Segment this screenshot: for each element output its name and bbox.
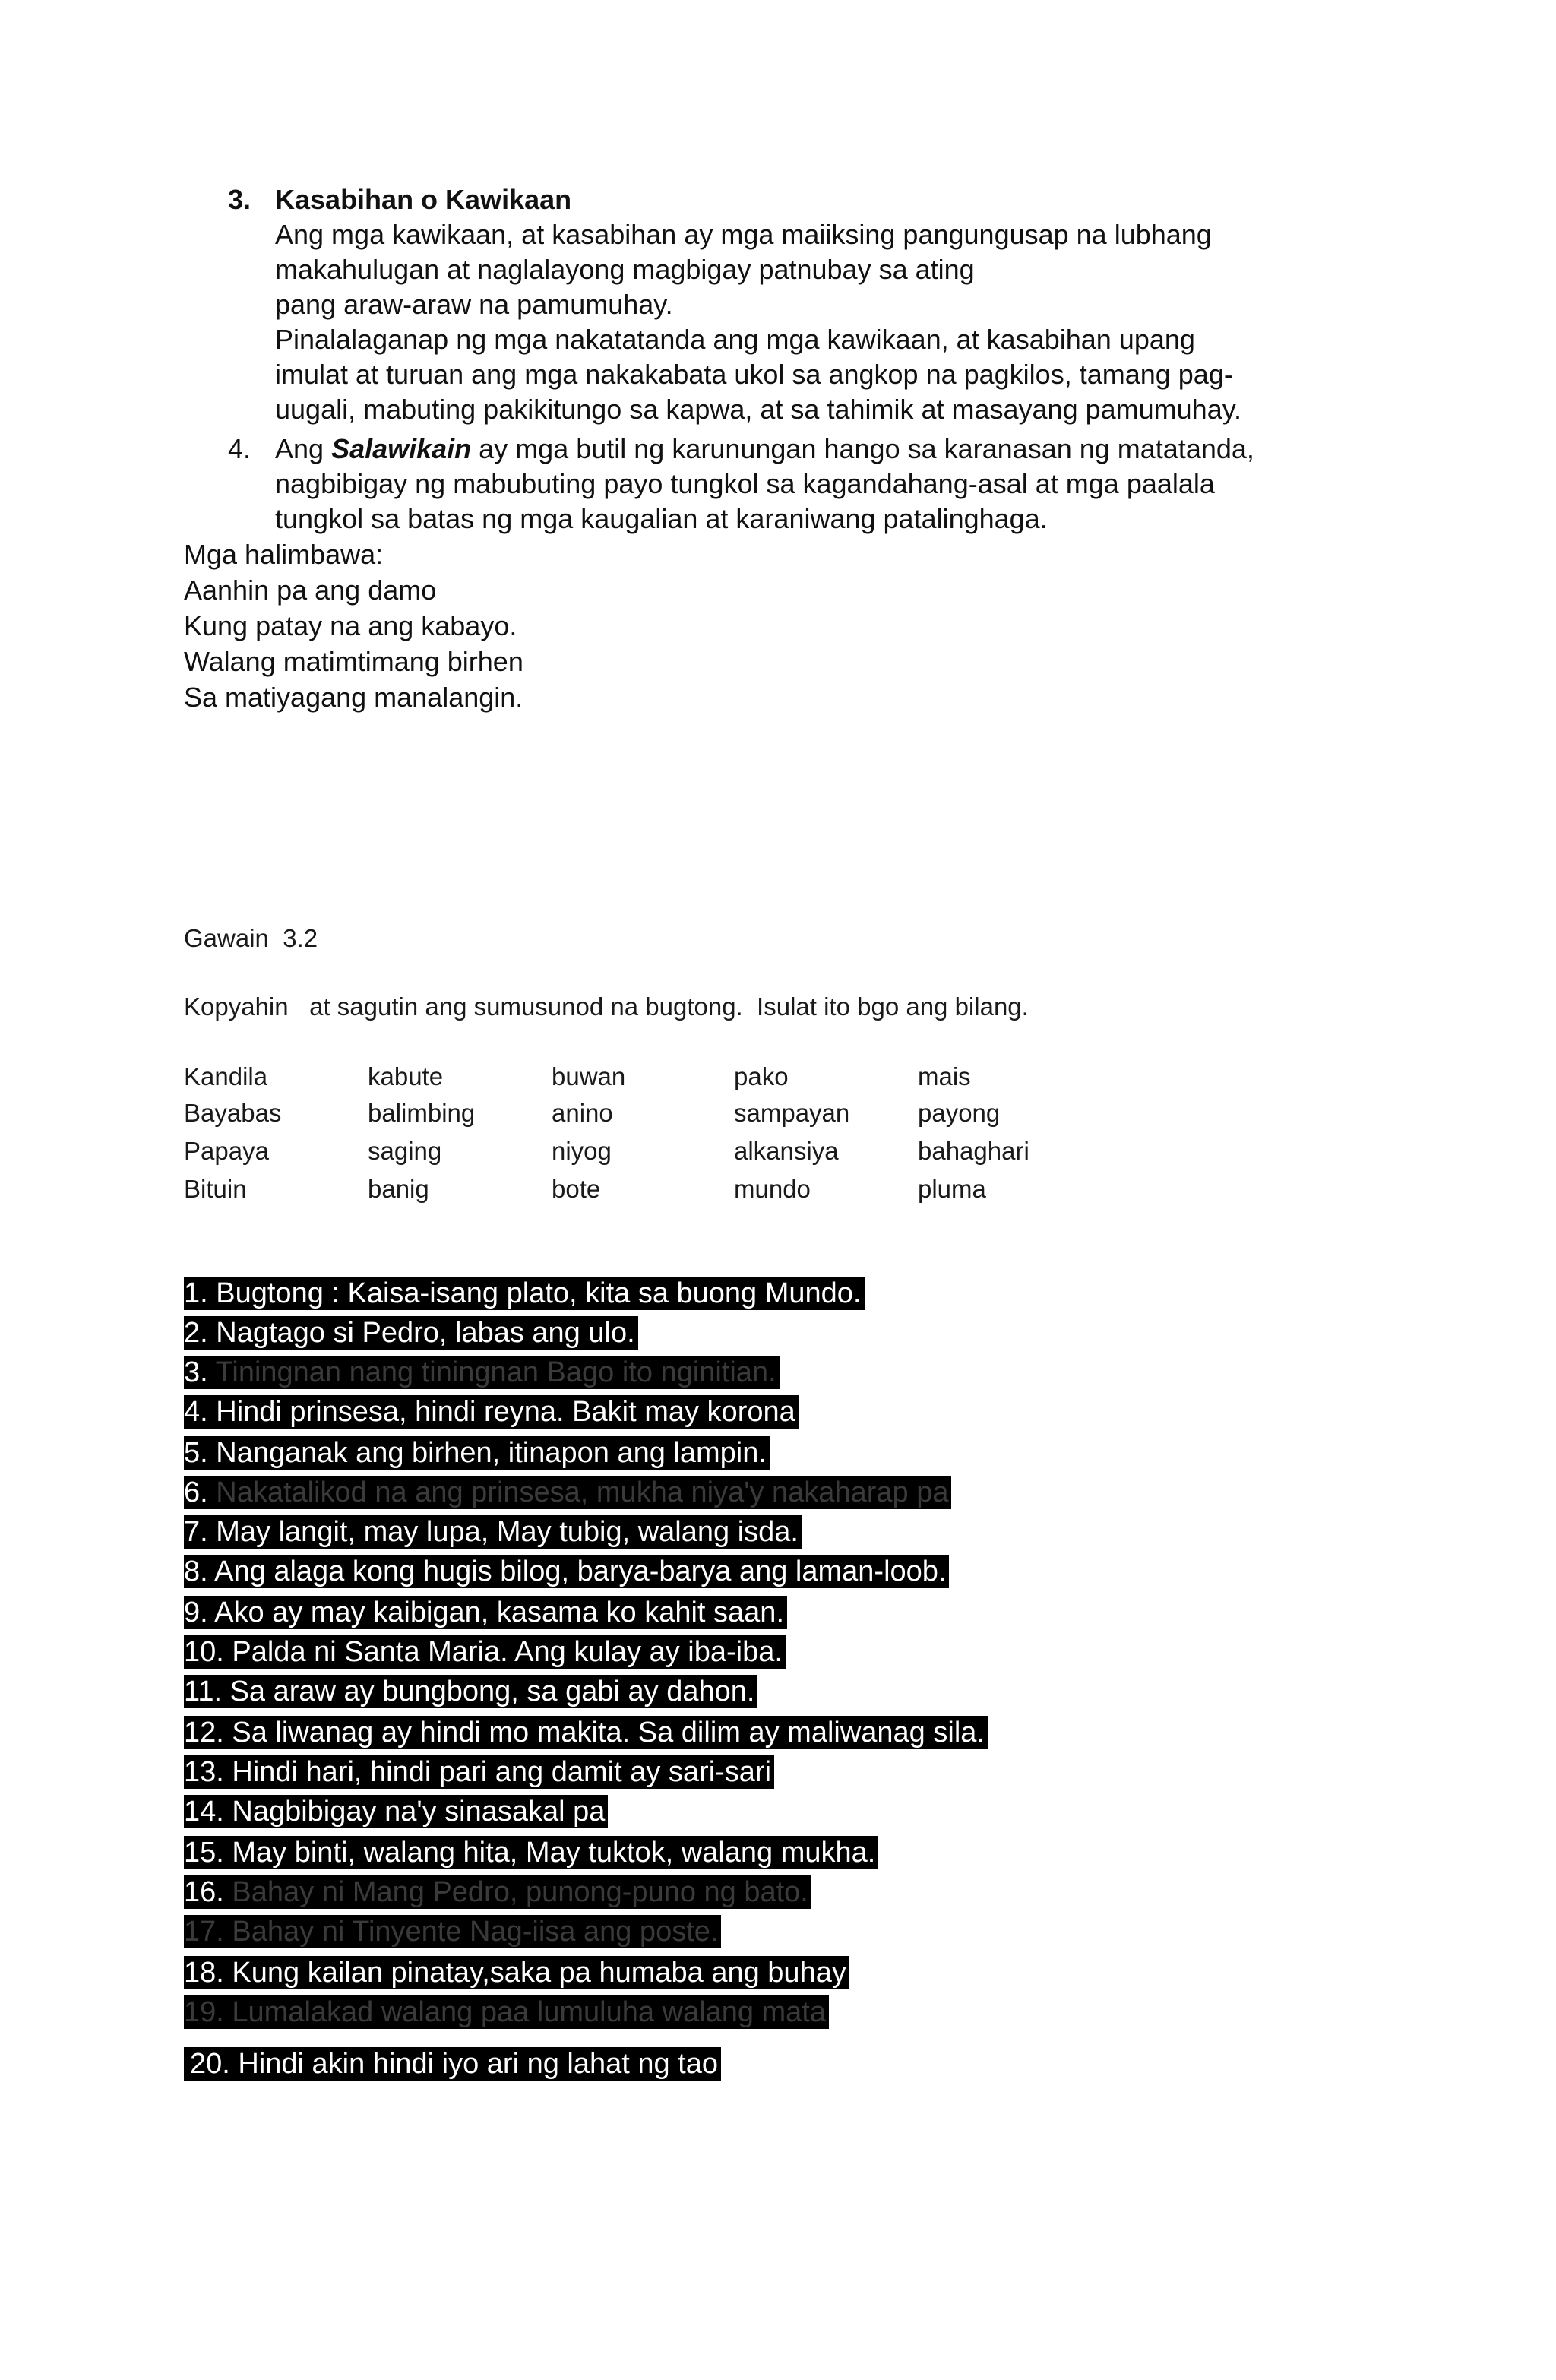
word-cell: saging [368, 1137, 442, 1165]
section-4-line: nagbibigay ng mabubuting payo tungkol sa kagandahang-asal at mga paalala [275, 468, 1215, 499]
section-3-number: 3. [228, 184, 251, 215]
examples-heading: Mga halimbawa: [184, 539, 384, 570]
riddle-item [184, 1755, 774, 1789]
riddle-number: 5. [184, 1437, 208, 1469]
riddle-text: Kung kailan pinatay,saka pa humaba ang buhay [223, 1957, 846, 1989]
section-3-title: Kasabihan o Kawikaan [275, 184, 572, 215]
salawikain-keyword: Salawikain [331, 433, 472, 464]
riddle-number: 1. [184, 1277, 208, 1309]
section-3-line: Pinalalaganap ng mga nakatatanda ang mga kawikaan, at kasabihan upang [275, 324, 1195, 355]
riddle-item [184, 1956, 849, 1989]
section-4-line: tungkol sa batas ng mga kaugalian at karaniwang patalinghaga. [275, 503, 1048, 534]
word-cell: payong [918, 1099, 1001, 1127]
riddle-number: 11. [184, 1676, 223, 1707]
riddle-number: 18. [184, 1957, 224, 1989]
riddle-text: Tiningnan nang tiningnan Bago ito nginitian. [207, 1356, 776, 1388]
riddle-number: 8. [184, 1556, 208, 1587]
word-cell: bote [552, 1175, 601, 1203]
riddle-text: Hindi akin hindi iyo ari ng lahat ng tao [229, 2048, 719, 2080]
word-cell: Papaya [184, 1137, 269, 1165]
riddle-number: 6. [184, 1476, 208, 1508]
riddle-text: Hindi hari, hindi pari ang damit ay sari-sari [223, 1756, 772, 1788]
riddle-item [184, 1515, 802, 1549]
riddle-text: Lumalakad walang paa lumuluha walang mata [223, 1996, 827, 2028]
riddle-text: May langit, may lupa, May tubig, walang isda. [207, 1516, 799, 1548]
word-cell: balimbing [368, 1099, 476, 1127]
riddle-text: Sa liwanag ay hindi mo makita. Sa dilim ay maliwanag sila. [223, 1717, 985, 1749]
riddle-item [184, 1436, 770, 1470]
riddle-number: 12. [184, 1717, 224, 1749]
section-3 [275, 182, 1241, 427]
riddle-text: Bugtong : Kaisa-isang plato, kita sa buong Mundo. [207, 1277, 862, 1309]
example-line: Sa matiyagang manalangin. [184, 682, 523, 713]
riddle-number: 10. [184, 1636, 224, 1668]
word-cell: mais [918, 1062, 971, 1090]
riddle-item [184, 1995, 829, 2029]
riddle-text: Nakatalikod na ang prinsesa, mukha niya'y nakaharap pa [207, 1476, 949, 1508]
riddle-item [184, 1316, 638, 1350]
riddle-text: Ako ay may kaibigan, kasama ko kahit saan. [207, 1597, 784, 1628]
riddle-number: 2. [184, 1317, 208, 1349]
riddle-number: 14. [184, 1796, 224, 1828]
activity-title: Gawain 3.2 [184, 924, 318, 952]
riddle-item [184, 1795, 608, 1828]
word-cell: pluma [918, 1175, 986, 1203]
word-cell: niyog [552, 1137, 612, 1165]
riddle-item [184, 1356, 780, 1389]
riddle-number: 7. [184, 1516, 208, 1548]
example-line: Aanhin pa ang damo [184, 574, 437, 606]
riddle-item [184, 1596, 787, 1629]
riddle-text: Bahay ni Mang Pedro, punong-puno ng bato. [223, 1876, 808, 1908]
word-cell: Bayabas [184, 1099, 282, 1127]
activity-instruction: Kopyahin at sagutin ang sumusunod na bugtong. Isulat ito bgo ang bilang. [184, 992, 1029, 1021]
word-cell: buwan [552, 1062, 626, 1090]
riddle-text: Nagtago si Pedro, labas ang ulo. [207, 1317, 635, 1349]
riddle-number: 17. [184, 1916, 224, 1948]
section-4 [275, 432, 1254, 536]
riddle-item [184, 1915, 721, 1948]
section-3-line: pang araw-araw na pamumuhay. [275, 289, 673, 320]
section-3-line: imulat at turuan ang mga nakakabata ukol sa angkop na pagkilos, tamang pag- [275, 359, 1233, 390]
word-cell: sampayan [734, 1099, 850, 1127]
riddle-text: Hindi prinsesa, hindi reyna. Bakit may korona [207, 1396, 795, 1428]
word-cell: kabute [368, 1062, 444, 1090]
riddle-text: Nanganak ang birhen, itinapon ang lampin. [207, 1437, 767, 1469]
section-4-line-rest: ay mga butil ng karunungan hango sa karanasan ng matatanda, [471, 433, 1254, 464]
riddle-item [184, 1476, 951, 1509]
riddle-item [184, 1277, 865, 1310]
riddle-item [184, 1675, 757, 1708]
section-4-number: 4. [228, 433, 251, 464]
riddle-item [184, 2047, 721, 2081]
riddle-text: Sa araw ay bungbong, sa gabi ay dahon. [222, 1676, 755, 1707]
word-cell: anino [552, 1099, 613, 1127]
riddle-item [184, 1555, 949, 1588]
riddle-number: 19. [184, 1996, 224, 2028]
riddle-text: Palda ni Santa Maria. Ang kulay ay iba-iba. [223, 1636, 783, 1668]
word-cell: bahaghari [918, 1137, 1029, 1165]
riddle-number: 9. [184, 1597, 208, 1628]
riddle-item [184, 1395, 799, 1429]
word-cell: mundo [734, 1175, 811, 1203]
riddle-text: Bahay ni Tinyente Nag-iisa ang poste. [223, 1916, 719, 1948]
example-line: Kung patay na ang kabayo. [184, 610, 517, 641]
riddle-number: 4. [184, 1396, 208, 1428]
riddle-number: 13. [184, 1756, 224, 1788]
word-cell: Bituin [184, 1175, 247, 1203]
riddle-text: Ang alaga kong hugis bilog, barya-barya ang laman-loob. [207, 1556, 947, 1587]
riddle-number: 15. [184, 1837, 224, 1869]
riddle-number: 3. [184, 1356, 208, 1388]
riddle-number: 20. [190, 2048, 230, 2080]
riddle-item [184, 1716, 988, 1749]
riddle-item [184, 1836, 878, 1869]
section-4-first-line [275, 432, 1254, 467]
word-cell: pako [734, 1062, 789, 1090]
section-3-line: Ang mga kawikaan, at kasabihan ay mga maiiksing pangungusap na lubhang [275, 219, 1212, 250]
word-cell: banig [368, 1175, 429, 1203]
riddle-item [184, 1875, 811, 1909]
examples [184, 536, 523, 715]
section-3-line: uugali, mabuting pakikitungo sa kapwa, at sa tahimik at masayang pamumuhay. [275, 394, 1242, 425]
word-cell: alkansiya [734, 1137, 839, 1165]
example-line: Walang matimtimang birhen [184, 646, 523, 677]
riddle-text: May binti, walang hita, May tuktok, walang mukha. [223, 1837, 876, 1869]
riddle-number: 16. [184, 1876, 224, 1908]
riddle-text: Nagbibigay na'y sinasakal pa [223, 1796, 606, 1828]
word-cell: Kandila [184, 1062, 268, 1090]
section-4-prefix: Ang [275, 433, 332, 464]
riddle-item [184, 1635, 786, 1669]
section-3-line: makahulugan at naglalayong magbigay patnubay sa ating [275, 254, 975, 285]
